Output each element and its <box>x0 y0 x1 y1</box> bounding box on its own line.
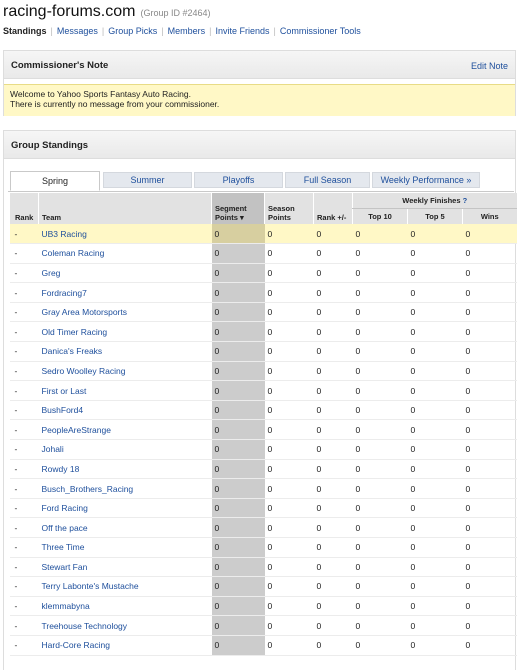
wins-cell: 0 <box>463 420 517 440</box>
segment-points-cell: 0 <box>212 400 265 420</box>
sort-desc-icon: ▾ <box>240 213 244 222</box>
rank-change-cell: 0 <box>314 577 353 597</box>
season-points-cell: 0 <box>265 498 314 518</box>
rank-change-cell: 0 <box>314 263 353 283</box>
rank-change-cell: 0 <box>314 381 353 401</box>
top5-cell: 0 <box>408 283 463 303</box>
team-link[interactable]: Sedro Woolley Racing <box>39 361 212 381</box>
rank-change-cell: 0 <box>314 596 353 616</box>
team-link[interactable]: PeopleAreStrange <box>39 420 212 440</box>
top10-cell: 0 <box>353 381 408 401</box>
rank-change-cell: 0 <box>314 400 353 420</box>
rank-change-cell: 0 <box>314 518 353 538</box>
team-link[interactable]: Three Time <box>39 538 212 558</box>
rank-cell: - <box>10 244 39 264</box>
commissioner-note-body <box>4 84 515 116</box>
wins-cell: 0 <box>463 538 517 558</box>
standings-row <box>10 459 517 479</box>
group-nav <box>3 25 361 37</box>
wins-cell: 0 <box>463 283 517 303</box>
help-icon[interactable]: ? <box>462 195 468 205</box>
standings-row <box>10 322 517 342</box>
note-line-1: Welcome to Yahoo Sports Fantasy Auto Racing. <box>10 89 191 99</box>
wins-cell: 0 <box>463 342 517 362</box>
top10-cell: 0 <box>353 577 408 597</box>
commissioner-note-panel <box>3 50 516 116</box>
top5-cell: 0 <box>408 420 463 440</box>
top10-cell: 0 <box>353 263 408 283</box>
standings-row <box>10 557 517 577</box>
standings-row <box>10 538 517 558</box>
segment-points-cell: 0 <box>212 361 265 381</box>
wins-cell: 0 <box>463 263 517 283</box>
top5-cell: 0 <box>408 440 463 460</box>
nav-separator: | <box>50 26 53 36</box>
rank-change-cell: 0 <box>314 498 353 518</box>
tab-weekly-performance[interactable]: Weekly Performance » <box>372 172 480 188</box>
team-link[interactable]: Johali <box>39 440 212 460</box>
tab-summer[interactable]: Summer <box>103 172 192 188</box>
season-points-cell: 0 <box>265 596 314 616</box>
season-points-cell: 0 <box>265 361 314 381</box>
team-link[interactable]: klemmabyna <box>39 596 212 616</box>
nav-members[interactable]: Members <box>167 26 206 36</box>
rank-cell: - <box>10 283 39 303</box>
segment-points-label: Segment Points <box>215 204 247 222</box>
rank-cell: - <box>10 498 39 518</box>
team-link[interactable]: Fordracing7 <box>39 283 212 303</box>
season-points-cell: 0 <box>265 557 314 577</box>
team-link[interactable]: Hard-Core Racing <box>39 635 212 655</box>
top5-cell: 0 <box>408 224 463 244</box>
team-link[interactable]: Terry Labonte's Mustache <box>39 577 212 597</box>
team-link[interactable]: First or Last <box>39 381 212 401</box>
segment-points-cell: 0 <box>212 616 265 636</box>
rank-cell: - <box>10 596 39 616</box>
group-standings-title: Group Standings <box>11 140 89 151</box>
wins-cell: 0 <box>463 440 517 460</box>
top10-cell: 0 <box>353 538 408 558</box>
rank-change-cell: 0 <box>314 283 353 303</box>
standings-row <box>10 342 517 362</box>
segment-points-cell: 0 <box>212 244 265 264</box>
nav-commissioner-tools[interactable]: Commissioner Tools <box>279 26 361 36</box>
standings-row <box>10 224 517 244</box>
top5-cell: 0 <box>408 479 463 499</box>
nav-invite-friends[interactable]: Invite Friends <box>215 26 270 36</box>
rank-cell: - <box>10 518 39 538</box>
segment-points-cell: 0 <box>212 322 265 342</box>
top10-cell: 0 <box>353 557 408 577</box>
season-points-cell: 0 <box>265 400 314 420</box>
season-points-cell: 0 <box>265 342 314 362</box>
rank-cell: - <box>10 459 39 479</box>
top10-cell: 0 <box>353 440 408 460</box>
column-header-rank: Rank <box>10 193 39 224</box>
segment-points-cell: 0 <box>212 381 265 401</box>
tab-playoffs[interactable]: Playoffs <box>194 172 283 188</box>
top5-cell: 0 <box>408 635 463 655</box>
rank-change-cell: 0 <box>314 342 353 362</box>
segment-tabs <box>8 170 514 192</box>
rank-cell: - <box>10 302 39 322</box>
standings-row <box>10 400 517 420</box>
top5-cell: 0 <box>408 342 463 362</box>
rank-change-cell: 0 <box>314 635 353 655</box>
top5-cell: 0 <box>408 459 463 479</box>
wins-cell: 0 <box>463 361 517 381</box>
top5-cell: 0 <box>408 322 463 342</box>
rank-cell: - <box>10 420 39 440</box>
rank-cell: - <box>10 322 39 342</box>
segment-points-cell: 0 <box>212 498 265 518</box>
wins-cell: 0 <box>463 577 517 597</box>
wins-cell: 0 <box>463 518 517 538</box>
standings-row <box>10 244 517 264</box>
top10-cell: 0 <box>353 302 408 322</box>
season-points-cell: 0 <box>265 322 314 342</box>
top10-cell: 0 <box>353 635 408 655</box>
standings-row <box>10 420 517 440</box>
season-points-cell: 0 <box>265 302 314 322</box>
rank-cell: - <box>10 381 39 401</box>
team-link[interactable]: BushFord4 <box>39 400 212 420</box>
segment-points-cell: 0 <box>212 557 265 577</box>
standings-row <box>10 302 517 322</box>
rank-cell: - <box>10 635 39 655</box>
wins-cell: 0 <box>463 498 517 518</box>
top10-cell: 0 <box>353 459 408 479</box>
note-line-2: There is currently no message from your commissioner. <box>10 99 220 109</box>
segment-points-cell: 0 <box>212 635 265 655</box>
season-points-cell: 0 <box>265 381 314 401</box>
top10-cell: 0 <box>353 616 408 636</box>
segment-points-cell: 0 <box>212 224 265 244</box>
weekly-finishes-label: Weekly Finishes <box>402 195 461 205</box>
segment-points-cell: 0 <box>212 538 265 558</box>
group-standings-panel <box>3 130 516 670</box>
rank-cell: - <box>10 557 39 577</box>
wins-cell: 0 <box>463 616 517 636</box>
top5-cell: 0 <box>408 557 463 577</box>
rank-cell: - <box>10 577 39 597</box>
group-id: (Group ID #2464) <box>140 8 211 18</box>
top10-cell: 0 <box>353 361 408 381</box>
team-link[interactable]: Off the pace <box>39 518 212 538</box>
season-points-cell: 0 <box>265 263 314 283</box>
rank-cell: - <box>10 400 39 420</box>
wins-cell: 0 <box>463 302 517 322</box>
standings-row <box>10 440 517 460</box>
rank-change-cell: 0 <box>314 459 353 479</box>
top5-cell: 0 <box>408 577 463 597</box>
nav-messages[interactable]: Messages <box>56 26 98 36</box>
rank-cell: - <box>10 538 39 558</box>
season-points-cell: 0 <box>265 616 314 636</box>
top10-cell: 0 <box>353 420 408 440</box>
standings-row <box>10 263 517 283</box>
top5-cell: 0 <box>408 381 463 401</box>
page-header <box>3 3 211 23</box>
wins-cell: 0 <box>463 381 517 401</box>
wins-cell: 0 <box>463 459 517 479</box>
group-standings-header <box>4 131 515 159</box>
site-title[interactable]: racing-forums.com <box>3 3 136 20</box>
tab-full-season[interactable]: Full Season <box>285 172 370 188</box>
team-link[interactable]: Treehouse Technology <box>39 616 212 636</box>
column-header-wins[interactable]: Wins <box>463 208 517 224</box>
wins-cell: 0 <box>463 224 517 244</box>
top5-cell: 0 <box>408 596 463 616</box>
segment-points-cell: 0 <box>212 596 265 616</box>
team-link[interactable]: Stewart Fan <box>39 557 212 577</box>
segment-points-cell: 0 <box>212 518 265 538</box>
column-header-top5[interactable]: Top 5 <box>408 208 463 224</box>
column-header-season-points[interactable]: Season Points <box>265 193 314 224</box>
season-points-cell: 0 <box>265 538 314 558</box>
nav-separator: | <box>273 26 276 36</box>
top10-cell: 0 <box>353 498 408 518</box>
rank-cell: - <box>10 616 39 636</box>
segment-points-cell: 0 <box>212 342 265 362</box>
team-link[interactable]: Old Timer Racing <box>39 322 212 342</box>
rank-change-cell: 0 <box>314 538 353 558</box>
top5-cell: 0 <box>408 263 463 283</box>
top5-cell: 0 <box>408 498 463 518</box>
top10-cell: 0 <box>353 224 408 244</box>
top5-cell: 0 <box>408 400 463 420</box>
team-link[interactable]: Rowdy 18 <box>39 459 212 479</box>
standings-row <box>10 596 517 616</box>
segment-points-cell: 0 <box>212 283 265 303</box>
season-points-cell: 0 <box>265 224 314 244</box>
season-points-cell: 0 <box>265 440 314 460</box>
rank-change-cell: 0 <box>314 302 353 322</box>
top10-cell: 0 <box>353 518 408 538</box>
rank-change-cell: 0 <box>314 479 353 499</box>
standings-row <box>10 498 517 518</box>
wins-cell: 0 <box>463 596 517 616</box>
rank-change-cell: 0 <box>314 322 353 342</box>
edit-note-link[interactable]: Edit Note <box>470 61 508 71</box>
column-header-team: Team <box>39 193 212 224</box>
wins-cell: 0 <box>463 244 517 264</box>
rank-change-cell: 0 <box>314 224 353 244</box>
nav-separator: | <box>101 26 105 36</box>
segment-points-cell: 0 <box>212 440 265 460</box>
season-points-cell: 0 <box>265 420 314 440</box>
top5-cell: 0 <box>408 361 463 381</box>
top10-cell: 0 <box>353 322 408 342</box>
nav-standings[interactable]: Standings <box>3 26 47 36</box>
season-points-cell: 0 <box>265 577 314 597</box>
column-header-top10[interactable]: Top 10 <box>353 208 408 224</box>
nav-separator: | <box>161 26 164 36</box>
rank-cell: - <box>10 342 39 362</box>
rank-cell: - <box>10 361 39 381</box>
standings-row <box>10 635 517 655</box>
standings-table <box>9 193 517 656</box>
season-points-cell: 0 <box>265 635 314 655</box>
segment-points-cell: 0 <box>212 577 265 597</box>
season-points-cell: 0 <box>265 244 314 264</box>
season-points-cell: 0 <box>265 283 314 303</box>
rank-cell: - <box>10 440 39 460</box>
standings-row <box>10 518 517 538</box>
segment-points-cell: 0 <box>212 459 265 479</box>
top10-cell: 0 <box>353 596 408 616</box>
rank-cell: - <box>10 263 39 283</box>
wins-cell: 0 <box>463 557 517 577</box>
top5-cell: 0 <box>408 244 463 264</box>
team-link[interactable]: UB3 Racing <box>39 224 212 244</box>
segment-points-cell: 0 <box>212 263 265 283</box>
column-group-weekly-finishes <box>353 193 517 208</box>
rank-cell: - <box>10 479 39 499</box>
wins-cell: 0 <box>463 635 517 655</box>
team-link[interactable]: Greg <box>39 263 212 283</box>
rank-change-cell: 0 <box>314 420 353 440</box>
wins-cell: 0 <box>463 479 517 499</box>
segment-points-cell: 0 <box>212 479 265 499</box>
standings-row <box>10 381 517 401</box>
top5-cell: 0 <box>408 538 463 558</box>
standings-row <box>10 577 517 597</box>
team-link[interactable]: Coleman Racing <box>39 244 212 264</box>
team-link[interactable]: Danica's Freaks <box>39 342 212 362</box>
top5-cell: 0 <box>408 616 463 636</box>
top10-cell: 0 <box>353 342 408 362</box>
team-link[interactable]: Gray Area Motorsports <box>39 302 212 322</box>
season-points-cell: 0 <box>265 479 314 499</box>
nav-separator: | <box>209 26 212 36</box>
team-link[interactable]: Ford Racing <box>39 498 212 518</box>
top10-cell: 0 <box>353 244 408 264</box>
rank-change-cell: 0 <box>314 616 353 636</box>
column-header-segment-points[interactable] <box>212 193 265 224</box>
segment-points-cell: 0 <box>212 302 265 322</box>
top10-cell: 0 <box>353 479 408 499</box>
standings-row <box>10 479 517 499</box>
top10-cell: 0 <box>353 400 408 420</box>
tab-spring[interactable]: Spring <box>10 171 100 191</box>
season-points-cell: 0 <box>265 459 314 479</box>
nav-group-picks[interactable]: Group Picks <box>108 26 158 36</box>
rank-change-cell: 0 <box>314 361 353 381</box>
wins-cell: 0 <box>463 322 517 342</box>
top10-cell: 0 <box>353 283 408 303</box>
standings-rows <box>10 224 517 655</box>
top5-cell: 0 <box>408 518 463 538</box>
commissioner-note-header <box>4 51 515 79</box>
rank-cell: - <box>10 224 39 244</box>
top5-cell: 0 <box>408 302 463 322</box>
standings-row <box>10 283 517 303</box>
standings-row <box>10 616 517 636</box>
segment-points-cell: 0 <box>212 420 265 440</box>
wins-cell: 0 <box>463 400 517 420</box>
rank-change-cell: 0 <box>314 244 353 264</box>
column-header-rank-change[interactable]: Rank +/- <box>314 193 353 224</box>
rank-change-cell: 0 <box>314 557 353 577</box>
season-points-cell: 0 <box>265 518 314 538</box>
standings-row <box>10 361 517 381</box>
commissioner-note-title: Commissioner's Note <box>11 60 109 71</box>
rank-change-cell: 0 <box>314 440 353 460</box>
team-link[interactable]: Busch_Brothers_Racing <box>39 479 212 499</box>
